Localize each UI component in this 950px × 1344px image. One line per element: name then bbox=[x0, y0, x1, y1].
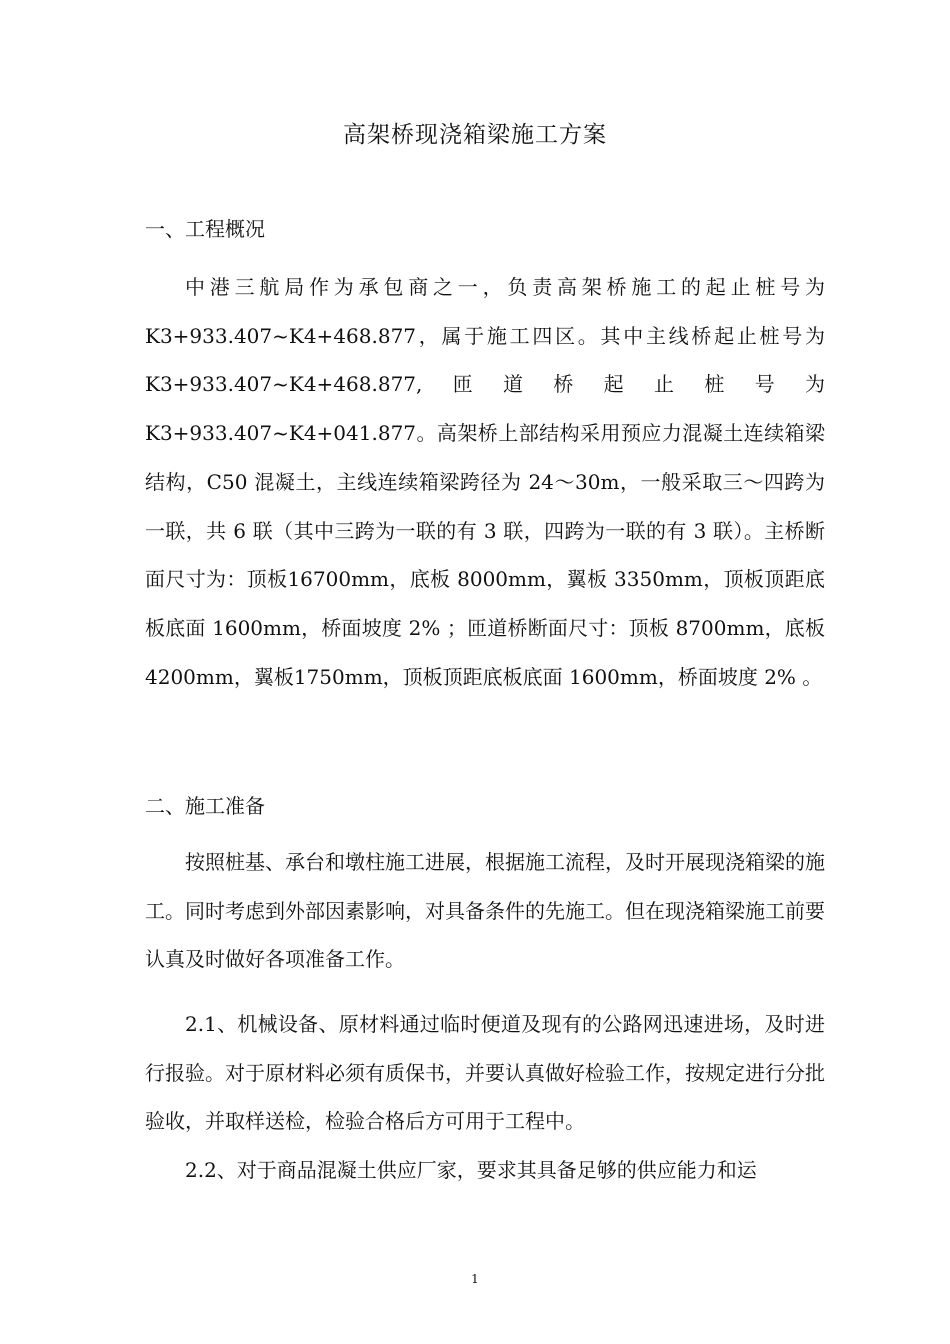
document-title: 高架桥现浇箱梁施工方案 bbox=[343, 122, 607, 148]
paragraph-preparation-2-1: 2.1、机械设备、原材料通过临时便道及现有的公路网迅速进场，及时进行报验。对于原材料必须有质保书，并要认真做好检验工作，按规定进行分批验收，并取样送检，检验合格后方可用于工程中。 bbox=[145, 1012, 825, 1134]
section-heading-overview: 一、工程概况 bbox=[145, 217, 265, 241]
page-number: 1 bbox=[471, 1272, 479, 1286]
section-heading-preparation: 二、施工准备 bbox=[145, 794, 265, 818]
paragraph-preparation-intro: 按照桩基、承台和墩柱施工进展，根据施工流程，及时开展现浇箱梁的施工。同时考虑到外部因素影响，对具备条件的先施工。但在现浇箱梁施工前要认真及时做好各项准备工作。 bbox=[145, 850, 825, 972]
paragraph-preparation-2-2: 2.2、对于商品混凝土供应厂家，要求其具备足够的供应能力和运 bbox=[185, 1158, 757, 1182]
paragraph-overview: 中港三航局作为承包商之一，负责高架桥施工的起止桩号为K3+933.407~K4+468.877，属于施工四区。其中主线桥起止桩号为K3+933.407~K4+468.877,匝道桥起止桩号为K3+933.407~K4+041.877。高架桥上部结构采用预应力混凝土连续箱梁结构，C50 混凝土，主线连续箱梁跨径为 24～30m，一般采取三～四跨为一联，共 6 联（其中三跨为一联的有 3 联，四跨为一联的有 3 联）。主桥断面尺寸为：顶板16700mm，底板 8000mm，翼板 3350mm，顶板顶距底板底面 1600mm，桥面坡度 2% ；匝道桥断面尺寸：顶板 8700mm，底板 4200mm，翼板1750mm，顶板顶距底板底面 1600mm，桥面坡度 2% 。 bbox=[145, 275, 825, 689]
